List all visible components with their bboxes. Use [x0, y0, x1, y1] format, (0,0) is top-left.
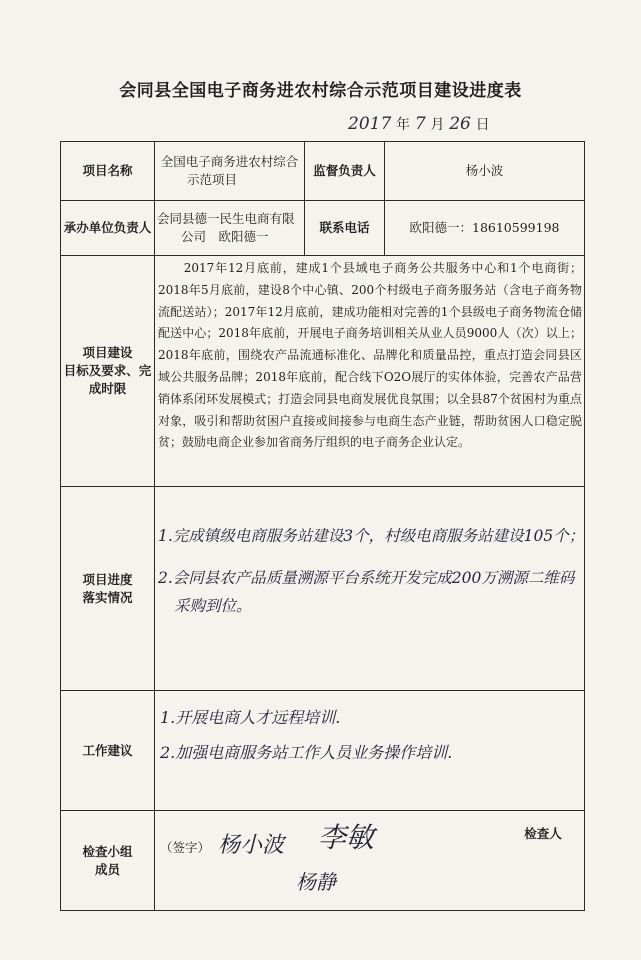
project-name-label: 项目名称 — [82, 163, 133, 178]
suggest-item-2: 2.加强电商服务站工作人员业务操作培训. — [160, 743, 453, 762]
suggest-label: 工作建议 — [82, 742, 133, 758]
progress-label-line2: 落实情况 — [82, 589, 133, 605]
goals-label — [61, 256, 154, 486]
date-day: 26 — [449, 114, 471, 134]
date-month-label: 月 — [430, 117, 445, 133]
project-name-value — [155, 142, 304, 200]
phone-value: 欧阳德一：18610599198 — [409, 220, 560, 235]
supervisor-label: 监督负责人 — [313, 163, 376, 178]
date-day-label: 日 — [475, 117, 490, 133]
contractor-line2: 公司 欧阳德一 — [181, 229, 269, 244]
goals-label-line2: 目标及要求、完 — [63, 363, 152, 378]
contractor-label: 承办单位负责人 — [63, 220, 152, 235]
progress-label-line1: 项目进度 — [82, 571, 133, 587]
progress-item-2-line2: 采购到位。 — [174, 597, 252, 615]
phone-label: 联系电话 — [319, 220, 370, 235]
contractor-value — [155, 201, 304, 255]
date-year: 2017 — [348, 114, 392, 134]
check-label-line2: 成员 — [94, 861, 120, 877]
sign-label: （签字） — [160, 840, 211, 855]
signature-1: 杨小波 — [218, 833, 285, 858]
project-name-line2: 示范项目 — [187, 172, 238, 187]
check-label-line1: 检查小组 — [82, 843, 133, 859]
signature-3: 杨静 — [296, 870, 336, 894]
contractor-line1: 会同县德一民生电商有限 — [157, 211, 295, 226]
inspector-label: 检查人 — [524, 826, 562, 841]
goals-text: 2017年12月底前，建成1个县域电子商务公共服务中心和1个电商街；2018年5月底前，建设8个中心镇、200个村级电子商务服务站（含电子商务物流配送站）；2017年12月底前，建成功能相对完善的1个县级电子商务物流仓储配送中心；2018年底前，开展电子商务培训相关从业人员9000人（次）以上；2018年底前，围绕农产品流通标准化、品牌化和质量品控，重点打造会同县区域公共服务品牌；2018年底前，配合线下O2O展厅的实体体验，完善农产品营销体系闭环发展模式；打造会同县电商发展优良氛围；以全县87个贫困村为重点对象，吸引和帮助贫困户直接或间接参与电商生态产业链，帮助贫困人口稳定脱贫；鼓励电商企业参加省商务厅组织的电子商务企业认定。 — [158, 261, 582, 450]
progress-item-1: 1.完成镇级电商服务站建设3个，村级电商服务站建设105个； — [158, 527, 585, 545]
goals-label-line3: 成时限 — [88, 381, 127, 396]
date-year-label: 年 — [396, 117, 411, 133]
signature-2: 李敏 — [318, 821, 375, 854]
document-title: 会同县全国电子商务进农村综合示范项目建设进度表 — [119, 81, 522, 101]
goals-label-line1: 项目建设 — [82, 345, 133, 360]
progress-label — [61, 487, 154, 690]
progress-item-2-line1: 2.会同县农产品质量溯源平台系统开发完成200万溯源二维码 — [158, 569, 575, 587]
project-name-line1: 全国电子商务进农村综合 — [160, 154, 299, 169]
suggest-item-1: 1.开展电商人才远程培训. — [160, 708, 341, 727]
date-line — [348, 114, 528, 134]
supervisor-value: 杨小波 — [465, 163, 504, 178]
check-label — [61, 811, 154, 910]
date-month: 7 — [414, 114, 426, 134]
